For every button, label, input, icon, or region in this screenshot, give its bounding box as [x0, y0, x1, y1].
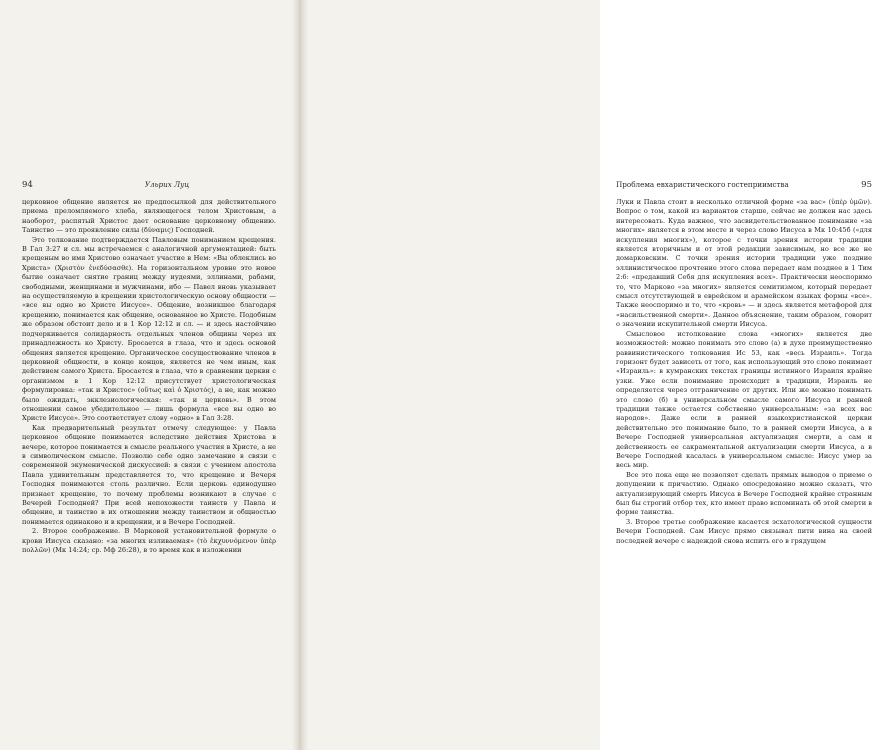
- left-page-number: 94: [22, 180, 33, 190]
- paragraph: Луки и Павла стоит в несколько отличной форме «за вас» (ὑπὲρ ὑμῶν). Вопрос о том, какой из вариантов старше, сейчас не должен нас здесь интересовать. Куда важнее, что засвидетельствованное понимание «за многих» является в этом месте и через слово Иисуса в Мк 10:45б («для искупления многих»), которое с точки зрения истории традиции является вторичным и от этой редакции зависимым, но все же не домарковским. С точки зрения истории традиции уже поздние эллинистическое прочтение этого слова передает нам позднее в 1 Тим 2:6: «предавший Себя для искупления всех». Практически неоспоримо то, что Марково «за многих» является семитизмом, который передает смысл отсутствующей в еврейском и арамейском языках формы «все». Также неоспоримо и то, что «кровь» — и здесь является метафорой для «насильственной смерти». Данное объяснение, таким образом, говорит о значении искупительной смерти Иисуса.: [616, 198, 872, 329]
- paragraph: Это толкование подтверждается Павловым пониманием крещения. В Гал 3:27 и сл. мы встречаемся с аналогичной аргументацией: быть крещеным во имя Христово означает участие в Нем: «Вы облеклись во Христа» (Χριστὸν ἐνεδύσασθε). На горизонтальном уровне это новое бытие означает снятие границ между иудеями, эллинами, рабами, свободными, женщинами и мужчинами, ибо — Павел вновь указывает на осуществляемую в крещении христологическую основу общности — «все вы одно во Христе Иисусе». Общение, возникшее благодаря крещению, понимается как общение, основанное во Христе. Подобным же образом обстоит дело и в 1 Кор 12:12 и сл. — и здесь настойчиво подчеркивается солидарность отдельных членов общины через их принадлежность ко Христу. Бросается в глаза, что и здесь основой общения является крещение. Органическое сосуществование членов в церковной общности, в конце концов, является не чем иным, как действием самого Христа. Бросается в глаза, что в сравнении церкви с организмом в 1 Кор 12:12 присутствует христологическая формулировка: «так и Христос» (οὕτως καὶ ὁ Χριστός), а не, как можно было ожидать, экклезиологическая: «так и церковь». В этом отношении самое убедительное — лишь формула «все вы одно во Христе Иисусе». Это соответствует слову «одно» в Гал 3:28.: [22, 235, 276, 423]
- paragraph: церковное общение является не предпосылкой для действительного приема преломляемого хлеба, являющегося телом Христовым, а наоборот, распятый Христос дает основание церковному общению. Таинство — это проявление силы (δύναμις) Господней.: [22, 198, 276, 235]
- paragraph: Как предварительный результат отмечу следующее: у Павла церковное общение понимается вследствие действия Христова в вечере, которое понимается в смысле реального участия в Христе, а не в символическом смысле. Позволю себе одно замечание в связи с современной экуменической дискуссией: в связи с учением апостола Павла удивительным представляется то, что крещение и Вечеря Господня понимаются столь различно. Если церковь единодушно признает крещение, то почему проблемы возникают в случае с Вечерей Господней? При всей непохожести таинств у Павла и общение, и таинство в их отношении между таинством и общностью понимается одинаково и в крещении, и в Вечере Господней.: [22, 423, 276, 526]
- left-page: [0, 0, 300, 750]
- paragraph: Смысловое истолкование слова «многих» является две возможностей: можно понимать это слово (а) в духе преимущественно раввинистического толкования Ис 53, как «весь Израиль». Тогда горизонт будет зависеть от того, как использующий это слово понимает «Израиль»: в кумранских текстах границы истинного Израиля крайне узки. Уже если понимание происходит в традиции, Израиль не определяется через отграничение от других. Или же можно понимать это слово (б) в универсальном смысле самого Иисуса и ранней традиции также остается собственно универсальным: «за всех вас народов». Даже если в ранней языкохристианской церкви действительно это понимание было, то в ранней смерти Иисуса, а в Вечере Господней универсальная актуализация смерти, а сам и действенность ее сакраментальной актуализации смерти Иисуса, а в Вечере Господней касалась в универсальном смысле: Иисус умер за весь мир.: [616, 329, 872, 470]
- right-text-block: [616, 198, 872, 546]
- left-text-block: [22, 198, 276, 555]
- right-page: [300, 0, 872, 750]
- right-running-title: Проблема евхаристического гостеприимства: [616, 180, 789, 189]
- right-page-number: 95: [861, 180, 872, 190]
- paragraph: 3. Второе третье соображение касается эсхатологической сущности Вечери Господней. Сам Иисус прямо связывал пити вина на своей последней вечере с надеждой снова испить его в грядущем: [616, 517, 872, 545]
- left-running-head: [22, 180, 278, 190]
- paragraph: 2. Второе соображение. В Марковой установительной формуле о крови Иисуса сказано: «за многих изливаемая» (τὸ ἐκχυννόμενον ὑπὲρ πολλῶν) (Мк 14:24; ср. Мф 26:28), в то время как в изложении: [22, 527, 276, 555]
- right-running-head: [616, 180, 872, 190]
- paragraph: Все это пока еще не позволяет сделать прямых выводов о приеме о допущении к причастию. Однако опосредованно можно сказать, что актуализирующий смерть Иисуса в Вечере Господней крайне странным был бы строгий отбор тех, кто имеет право вспоминать об этой смерти в форме таинства.: [616, 470, 872, 517]
- book-gutter: [292, 0, 308, 750]
- left-running-title: Ульрих Луц: [144, 180, 190, 189]
